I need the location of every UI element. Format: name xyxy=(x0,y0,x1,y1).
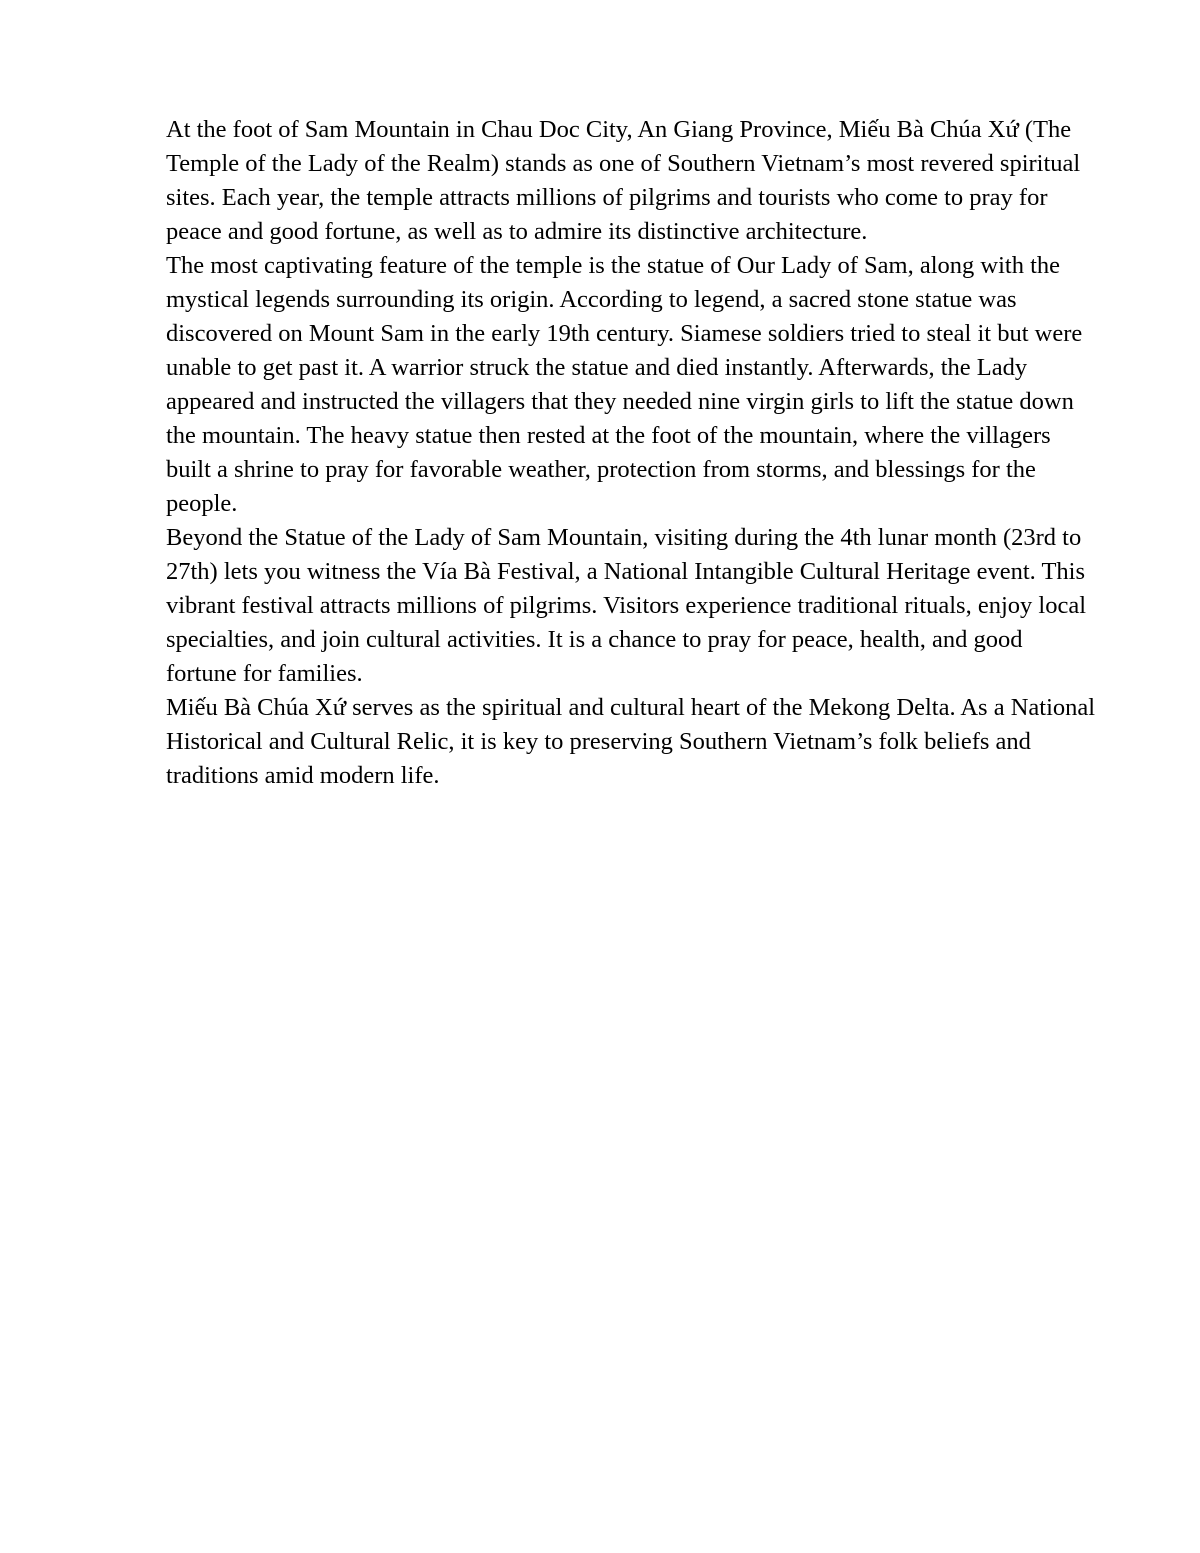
paragraph-conclusion: Miếu Bà Chúa Xứ serves as the spiritual and cultural heart of the Mekong Delta. As a National Historical and Cultural Relic, it is key to preserving Southern Vietnam’s folk beliefs and traditions amid modern life. xyxy=(166,694,1096,789)
document-body xyxy=(166,113,1096,793)
paragraph-intro: At the foot of Sam Mountain in Chau Doc City, An Giang Province, Miếu Bà Chúa Xứ (The Temple of the Lady of the Realm) stands as one of Southern Vietnam’s most revered spiritual sites. Each year, the temple attracts millions of pilgrims and tourists who come to pray for peace and good fortune, as well as to admire its distinctive architecture. xyxy=(166,116,1081,245)
paragraph-legend: The most captivating feature of the temple is the statue of Our Lady of Sam, along with the mystical legends surrounding its origin. According to legend, a sacred stone statue was discovered on Mount Sam in the early 19th century. Siamese soldiers tried to steal it but were unable to get past it. A warrior struck the statue and died instantly. Afterwards, the Lady appeared and instructed the villagers that they needed nine virgin girls to lift the statue down the mountain. The heavy statue then rested at the foot of the mountain, where the villagers built a shrine to pray for favorable weather, protection from storms, and blessings for the people. xyxy=(166,252,1083,517)
paragraph-festival: Beyond the Statue of the Lady of Sam Mountain, visiting during the 4th lunar month (23rd to 27th) lets you witness the Vía Bà Festival, a National Intangible Cultural Heritage event. This vibrant festival attracts millions of pilgrims. Visitors experience traditional rituals, enjoy local specialties, and join cultural activities. It is a chance to pray for peace, health, and good fortune for families. xyxy=(166,524,1087,687)
